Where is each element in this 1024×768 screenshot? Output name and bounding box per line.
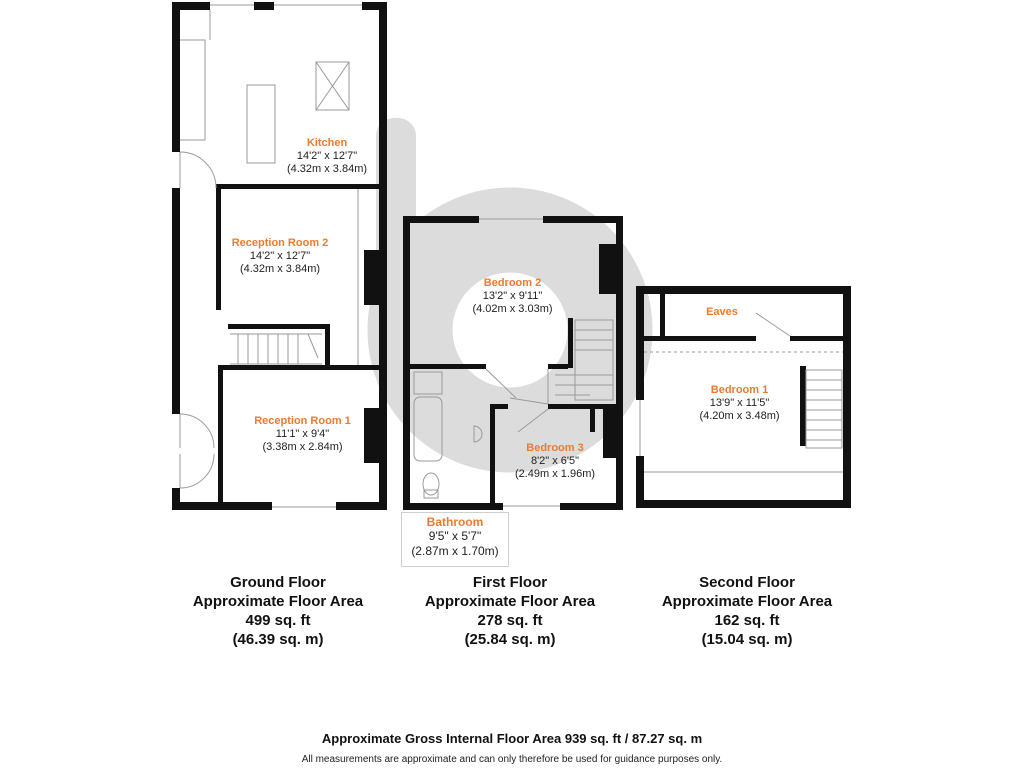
floor-area-sqm: (25.84 sq. m) bbox=[464, 631, 556, 648]
disclaimer-text: All measurements are approximate and can only therefore be used for guidance purposes only. bbox=[301, 754, 723, 765]
second-floor-summary bbox=[637, 573, 857, 649]
room-name: Bedroom 1 bbox=[710, 384, 769, 396]
room-name: Bedroom 2 bbox=[483, 277, 542, 289]
room-label-eaves bbox=[690, 306, 754, 319]
floor-area-sqm: (15.04 sq. m) bbox=[701, 631, 793, 648]
room-name: Bedroom 3 bbox=[526, 442, 584, 454]
floor-area-sqft: 162 sq. ft bbox=[714, 612, 780, 629]
room-name: Reception Room 2 bbox=[231, 237, 329, 249]
room-label-reception-room-2 bbox=[215, 237, 345, 277]
floor-name: Ground Floor bbox=[230, 574, 326, 591]
room-dimensions-imperial: 8'2" x 6'5" bbox=[530, 455, 580, 468]
first-floor-summary bbox=[400, 573, 620, 649]
room-label-bedroom-3 bbox=[500, 442, 610, 482]
room-name: Reception Room 1 bbox=[254, 415, 351, 427]
room-dimensions-imperial: 13'9" x 11'5" bbox=[709, 397, 770, 410]
room-dimensions-metric: (4.32m x 3.84m) bbox=[239, 263, 321, 276]
room-dimensions-metric: (3.38m x 2.84m) bbox=[262, 441, 343, 454]
floor-area-sqft: 499 sq. ft bbox=[245, 612, 311, 629]
room-label-bathroom bbox=[401, 512, 509, 567]
room-label-bedroom-1 bbox=[682, 384, 797, 424]
ground-floor-summary bbox=[168, 573, 388, 649]
floor-area-sqm: (46.39 sq. m) bbox=[232, 631, 324, 648]
room-dimensions-imperial: 14'2" x 12'7" bbox=[296, 150, 358, 163]
room-dimensions-metric: (2.49m x 1.96m) bbox=[514, 468, 596, 481]
room-label-kitchen bbox=[272, 137, 382, 177]
floor-name: First Floor bbox=[472, 574, 548, 591]
room-label-reception-room-1 bbox=[235, 415, 370, 455]
floor-area-label: Approximate Floor Area bbox=[661, 593, 833, 610]
room-dimensions-imperial: 13'2" x 9'11" bbox=[482, 290, 543, 303]
room-name: Kitchen bbox=[306, 137, 348, 149]
room-dimensions-metric: (4.32m x 3.84m) bbox=[286, 163, 368, 176]
room-dimensions-metric: (4.20m x 3.48m) bbox=[699, 410, 780, 423]
floor-name: Second Floor bbox=[699, 574, 795, 591]
room-name: Eaves bbox=[706, 306, 738, 318]
room-dimensions-imperial: 11'1" x 9'4" bbox=[275, 428, 330, 441]
floor-area-sqft: 278 sq. ft bbox=[477, 612, 543, 629]
room-dimensions-metric: (2.87m x 1.70m) bbox=[411, 543, 499, 558]
room-name: Bathroom bbox=[426, 515, 484, 529]
floor-area-label: Approximate Floor Area bbox=[424, 593, 596, 610]
gross-internal-area: Approximate Gross Internal Floor Area 939 sq. ft / 87.27 sq. m bbox=[321, 731, 703, 746]
room-label-bedroom-2 bbox=[455, 277, 570, 317]
room-dimensions-metric: (4.02m x 3.03m) bbox=[472, 303, 553, 316]
room-dimensions-imperial: 14'2" x 12'7" bbox=[249, 250, 311, 263]
room-dimensions-imperial: 9'5" x 5'7" bbox=[428, 529, 482, 544]
floor-area-label: Approximate Floor Area bbox=[192, 593, 364, 610]
